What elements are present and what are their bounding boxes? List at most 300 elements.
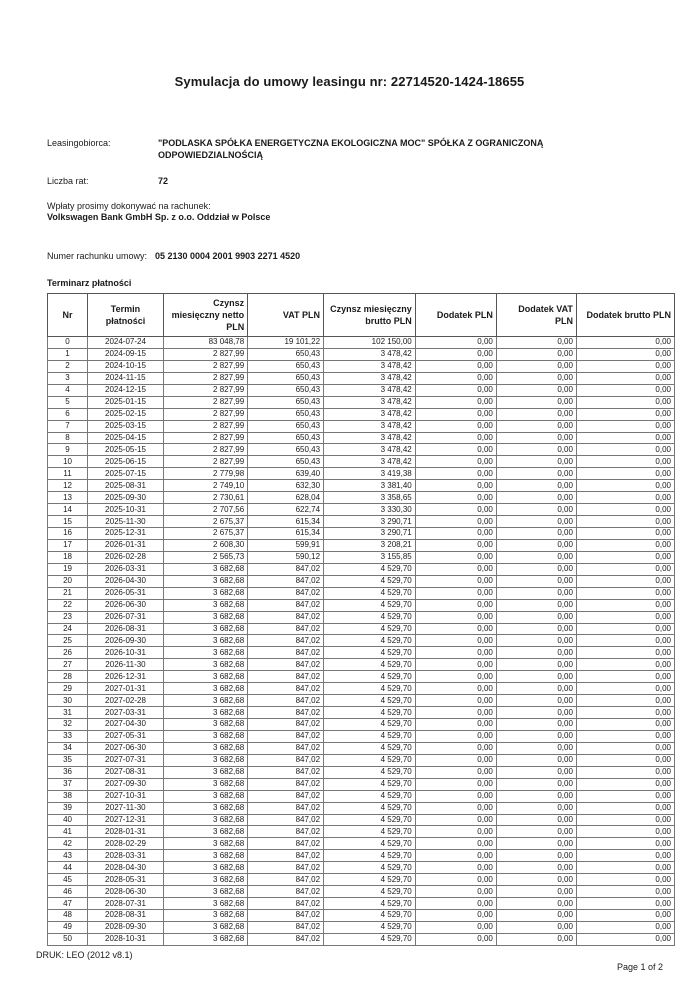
row-vat-cell: 615,34 [248, 516, 324, 528]
row-nr-cell: 34 [48, 742, 88, 754]
row-extra-gross-cell: 0,00 [576, 468, 674, 480]
row-due-date-cell: 2027-02-28 [88, 695, 164, 707]
row-extra-vat-cell: 0,00 [496, 850, 576, 862]
row-gross-rent-cell: 3 478,42 [324, 432, 416, 444]
row-extra-cell: 0,00 [415, 874, 496, 886]
row-nr-cell: 14 [48, 504, 88, 516]
row-due-date-cell: 2026-12-31 [88, 671, 164, 683]
row-extra-cell: 0,00 [415, 635, 496, 647]
row-vat-cell: 847,02 [248, 766, 324, 778]
header-extra-vat: Dodatek VAT PLN [496, 294, 576, 337]
row-gross-rent-cell: 3 330,30 [324, 504, 416, 516]
row-due-date-cell: 2028-02-29 [88, 838, 164, 850]
row-vat-cell: 590,12 [248, 551, 324, 563]
row-due-date-cell: 2027-09-30 [88, 778, 164, 790]
row-due-date-cell: 2027-01-31 [88, 683, 164, 695]
header-due-date: Termin płatności [88, 294, 164, 337]
row-vat-cell: 650,43 [248, 348, 324, 360]
row-due-date-cell: 2028-05-31 [88, 874, 164, 886]
row-extra-gross-cell: 0,00 [576, 528, 674, 540]
row-gross-rent-cell: 4 529,70 [324, 862, 416, 874]
row-vat-cell: 650,43 [248, 444, 324, 456]
table-row [48, 707, 675, 719]
row-due-date-cell: 2026-08-31 [88, 623, 164, 635]
row-nr-cell: 5 [48, 396, 88, 408]
row-net-rent-cell: 3 682,68 [163, 587, 247, 599]
row-due-date-cell: 2028-03-31 [88, 850, 164, 862]
row-extra-gross-cell: 0,00 [576, 921, 674, 933]
row-extra-gross-cell: 0,00 [576, 826, 674, 838]
row-vat-cell: 650,43 [248, 420, 324, 432]
row-extra-gross-cell: 0,00 [576, 337, 674, 349]
row-nr-cell: 31 [48, 707, 88, 719]
row-extra-cell: 0,00 [415, 432, 496, 444]
row-extra-vat-cell: 0,00 [496, 348, 576, 360]
row-nr-cell: 33 [48, 730, 88, 742]
table-row [48, 456, 675, 468]
lessee-name-line1: "PODLASKA SPÓŁKA ENERGETYCZNA EKOLOGICZNA MOC" SPÓŁKA Z OGRANICZONĄ [158, 138, 544, 148]
row-extra-cell: 0,00 [415, 898, 496, 910]
row-vat-cell: 847,02 [248, 850, 324, 862]
table-row [48, 754, 675, 766]
row-nr-cell: 29 [48, 683, 88, 695]
installments-value: 72 [158, 176, 169, 186]
row-nr-cell: 46 [48, 886, 88, 898]
row-due-date-cell: 2026-05-31 [88, 587, 164, 599]
row-extra-vat-cell: 0,00 [496, 921, 576, 933]
row-extra-gross-cell: 0,00 [576, 348, 674, 360]
row-net-rent-cell: 3 682,68 [163, 671, 247, 683]
row-vat-cell: 847,02 [248, 826, 324, 838]
row-nr-cell: 12 [48, 480, 88, 492]
row-net-rent-cell: 2 827,99 [163, 348, 247, 360]
row-vat-cell: 847,02 [248, 933, 324, 945]
table-row [48, 611, 675, 623]
row-vat-cell: 847,02 [248, 910, 324, 922]
lessee-name-line2: ODPOWIEDZIALNOŚCIĄ [158, 150, 263, 160]
row-extra-cell: 0,00 [415, 730, 496, 742]
row-extra-gross-cell: 0,00 [576, 456, 674, 468]
row-due-date-cell: 2028-08-31 [88, 910, 164, 922]
row-due-date-cell: 2025-10-31 [88, 504, 164, 516]
row-net-rent-cell: 3 682,68 [163, 707, 247, 719]
table-row [48, 659, 675, 671]
row-net-rent-cell: 3 682,68 [163, 814, 247, 826]
row-extra-vat-cell: 0,00 [496, 611, 576, 623]
row-nr-cell: 18 [48, 551, 88, 563]
row-extra-cell: 0,00 [415, 695, 496, 707]
row-vat-cell: 847,02 [248, 802, 324, 814]
row-gross-rent-cell: 3 478,42 [324, 348, 416, 360]
row-due-date-cell: 2027-03-31 [88, 707, 164, 719]
row-extra-vat-cell: 0,00 [496, 874, 576, 886]
row-net-rent-cell: 3 682,68 [163, 754, 247, 766]
row-gross-rent-cell: 4 529,70 [324, 599, 416, 611]
table-row [48, 396, 675, 408]
row-net-rent-cell: 2 707,56 [163, 504, 247, 516]
row-due-date-cell: 2028-10-31 [88, 933, 164, 945]
row-gross-rent-cell: 4 529,70 [324, 838, 416, 850]
header-vat: VAT PLN [248, 294, 324, 337]
row-net-rent-cell: 3 682,68 [163, 647, 247, 659]
row-due-date-cell: 2025-07-15 [88, 468, 164, 480]
row-nr-cell: 26 [48, 647, 88, 659]
row-nr-cell: 6 [48, 408, 88, 420]
row-extra-cell: 0,00 [415, 647, 496, 659]
table-row [48, 862, 675, 874]
row-net-rent-cell: 2 827,99 [163, 360, 247, 372]
row-vat-cell: 847,02 [248, 671, 324, 683]
table-row [48, 468, 675, 480]
row-extra-vat-cell: 0,00 [496, 516, 576, 528]
row-net-rent-cell: 3 682,68 [163, 635, 247, 647]
row-extra-vat-cell: 0,00 [496, 384, 576, 396]
row-net-rent-cell: 2 827,99 [163, 372, 247, 384]
row-extra-gross-cell: 0,00 [576, 886, 674, 898]
row-extra-cell: 0,00 [415, 659, 496, 671]
table-row [48, 671, 675, 683]
row-gross-rent-cell: 4 529,70 [324, 886, 416, 898]
row-extra-cell: 0,00 [415, 384, 496, 396]
row-net-rent-cell: 2 827,99 [163, 396, 247, 408]
row-gross-rent-cell: 3 478,42 [324, 456, 416, 468]
row-due-date-cell: 2026-01-31 [88, 539, 164, 551]
row-extra-vat-cell: 0,00 [496, 456, 576, 468]
row-extra-cell: 0,00 [415, 587, 496, 599]
row-gross-rent-cell: 4 529,70 [324, 575, 416, 587]
row-extra-cell: 0,00 [415, 563, 496, 575]
row-extra-vat-cell: 0,00 [496, 599, 576, 611]
row-extra-gross-cell: 0,00 [576, 516, 674, 528]
row-extra-gross-cell: 0,00 [576, 444, 674, 456]
row-gross-rent-cell: 4 529,70 [324, 563, 416, 575]
row-extra-vat-cell: 0,00 [496, 862, 576, 874]
row-extra-vat-cell: 0,00 [496, 504, 576, 516]
row-extra-vat-cell: 0,00 [496, 754, 576, 766]
row-vat-cell: 847,02 [248, 683, 324, 695]
row-gross-rent-cell: 4 529,70 [324, 683, 416, 695]
row-gross-rent-cell: 4 529,70 [324, 754, 416, 766]
row-due-date-cell: 2025-01-15 [88, 396, 164, 408]
table-row [48, 599, 675, 611]
row-extra-cell: 0,00 [415, 468, 496, 480]
row-due-date-cell: 2024-09-15 [88, 348, 164, 360]
row-gross-rent-cell: 3 478,42 [324, 408, 416, 420]
row-due-date-cell: 2025-12-31 [88, 528, 164, 540]
row-vat-cell: 622,74 [248, 504, 324, 516]
header-gross-rent: Czynsz miesięczny brutto PLN [324, 294, 416, 337]
row-nr-cell: 3 [48, 372, 88, 384]
row-extra-cell: 0,00 [415, 504, 496, 516]
table-row [48, 933, 675, 945]
row-gross-rent-cell: 4 529,70 [324, 766, 416, 778]
row-extra-gross-cell: 0,00 [576, 659, 674, 671]
row-due-date-cell: 2026-02-28 [88, 551, 164, 563]
row-due-date-cell: 2027-05-31 [88, 730, 164, 742]
row-nr-cell: 39 [48, 802, 88, 814]
row-net-rent-cell: 3 682,68 [163, 874, 247, 886]
row-due-date-cell: 2026-09-30 [88, 635, 164, 647]
row-gross-rent-cell: 4 529,70 [324, 659, 416, 671]
row-gross-rent-cell: 4 529,70 [324, 850, 416, 862]
row-extra-gross-cell: 0,00 [576, 587, 674, 599]
row-nr-cell: 7 [48, 420, 88, 432]
row-extra-vat-cell: 0,00 [496, 396, 576, 408]
row-vat-cell: 847,02 [248, 742, 324, 754]
row-extra-gross-cell: 0,00 [576, 372, 674, 384]
row-net-rent-cell: 2 608,30 [163, 539, 247, 551]
row-vat-cell: 847,02 [248, 623, 324, 635]
row-extra-vat-cell: 0,00 [496, 444, 576, 456]
row-gross-rent-cell: 3 208,21 [324, 539, 416, 551]
row-extra-vat-cell: 0,00 [496, 528, 576, 540]
table-row [48, 790, 675, 802]
row-extra-gross-cell: 0,00 [576, 933, 674, 945]
row-nr-cell: 1 [48, 348, 88, 360]
row-extra-gross-cell: 0,00 [576, 384, 674, 396]
row-extra-cell: 0,00 [415, 707, 496, 719]
row-net-rent-cell: 3 682,68 [163, 778, 247, 790]
row-extra-cell: 0,00 [415, 886, 496, 898]
row-net-rent-cell: 2 730,61 [163, 492, 247, 504]
row-gross-rent-cell: 4 529,70 [324, 826, 416, 838]
row-net-rent-cell: 3 682,68 [163, 790, 247, 802]
row-gross-rent-cell: 3 381,40 [324, 480, 416, 492]
row-vat-cell: 847,02 [248, 898, 324, 910]
row-gross-rent-cell: 4 529,70 [324, 910, 416, 922]
row-extra-gross-cell: 0,00 [576, 707, 674, 719]
row-vat-cell: 650,43 [248, 360, 324, 372]
table-row [48, 921, 675, 933]
row-extra-vat-cell: 0,00 [496, 587, 576, 599]
row-net-rent-cell: 3 682,68 [163, 742, 247, 754]
row-gross-rent-cell: 3 155,85 [324, 551, 416, 563]
row-extra-cell: 0,00 [415, 611, 496, 623]
row-due-date-cell: 2027-04-30 [88, 719, 164, 731]
row-net-rent-cell: 2 827,99 [163, 408, 247, 420]
row-net-rent-cell: 3 682,68 [163, 826, 247, 838]
row-due-date-cell: 2027-11-30 [88, 802, 164, 814]
header-nr: Nr [48, 294, 88, 337]
row-extra-cell: 0,00 [415, 910, 496, 922]
row-extra-gross-cell: 0,00 [576, 360, 674, 372]
row-gross-rent-cell: 4 529,70 [324, 707, 416, 719]
row-extra-vat-cell: 0,00 [496, 659, 576, 671]
row-extra-cell: 0,00 [415, 766, 496, 778]
row-extra-gross-cell: 0,00 [576, 754, 674, 766]
row-nr-cell: 21 [48, 587, 88, 599]
row-net-rent-cell: 3 682,68 [163, 659, 247, 671]
row-extra-vat-cell: 0,00 [496, 826, 576, 838]
row-nr-cell: 50 [48, 933, 88, 945]
row-nr-cell: 20 [48, 575, 88, 587]
table-row [48, 360, 675, 372]
table-row [48, 838, 675, 850]
row-gross-rent-cell: 3 290,71 [324, 528, 416, 540]
row-extra-vat-cell: 0,00 [496, 635, 576, 647]
row-due-date-cell: 2025-02-15 [88, 408, 164, 420]
row-extra-vat-cell: 0,00 [496, 790, 576, 802]
row-extra-gross-cell: 0,00 [576, 814, 674, 826]
row-extra-gross-cell: 0,00 [576, 551, 674, 563]
row-vat-cell: 599,91 [248, 539, 324, 551]
row-extra-cell: 0,00 [415, 719, 496, 731]
row-due-date-cell: 2024-10-15 [88, 360, 164, 372]
row-gross-rent-cell: 4 529,70 [324, 742, 416, 754]
row-extra-cell: 0,00 [415, 456, 496, 468]
row-extra-gross-cell: 0,00 [576, 778, 674, 790]
row-extra-cell: 0,00 [415, 408, 496, 420]
row-nr-cell: 43 [48, 850, 88, 862]
row-due-date-cell: 2026-06-30 [88, 599, 164, 611]
row-extra-cell: 0,00 [415, 850, 496, 862]
table-row [48, 480, 675, 492]
table-row [48, 742, 675, 754]
table-row [48, 826, 675, 838]
row-due-date-cell: 2027-12-31 [88, 814, 164, 826]
row-gross-rent-cell: 4 529,70 [324, 671, 416, 683]
row-extra-vat-cell: 0,00 [496, 886, 576, 898]
row-nr-cell: 32 [48, 719, 88, 731]
table-row [48, 623, 675, 635]
table-row [48, 372, 675, 384]
row-extra-gross-cell: 0,00 [576, 802, 674, 814]
table-row [48, 910, 675, 922]
row-gross-rent-cell: 4 529,70 [324, 647, 416, 659]
table-row [48, 850, 675, 862]
row-net-rent-cell: 3 682,68 [163, 623, 247, 635]
row-gross-rent-cell: 3 419,38 [324, 468, 416, 480]
payment-schedule-table [47, 293, 675, 946]
table-row [48, 432, 675, 444]
row-nr-cell: 28 [48, 671, 88, 683]
row-vat-cell: 847,02 [248, 659, 324, 671]
row-nr-cell: 0 [48, 337, 88, 349]
row-net-rent-cell: 3 682,68 [163, 563, 247, 575]
row-gross-rent-cell: 4 529,70 [324, 635, 416, 647]
row-due-date-cell: 2025-05-15 [88, 444, 164, 456]
row-net-rent-cell: 3 682,68 [163, 933, 247, 945]
bank-name: Volkswagen Bank GmbH Sp. z o.o. Oddział w Polsce [47, 212, 271, 222]
row-nr-cell: 2 [48, 360, 88, 372]
row-vat-cell: 847,02 [248, 814, 324, 826]
row-extra-gross-cell: 0,00 [576, 563, 674, 575]
table-row [48, 551, 675, 563]
row-extra-gross-cell: 0,00 [576, 635, 674, 647]
row-nr-cell: 47 [48, 898, 88, 910]
row-net-rent-cell: 3 682,68 [163, 766, 247, 778]
row-net-rent-cell: 83 048,78 [163, 337, 247, 349]
row-gross-rent-cell: 4 529,70 [324, 874, 416, 886]
row-nr-cell: 35 [48, 754, 88, 766]
table-row [48, 886, 675, 898]
row-net-rent-cell: 3 682,68 [163, 838, 247, 850]
header-extra-gross: Dodatek brutto PLN [576, 294, 674, 337]
row-extra-vat-cell: 0,00 [496, 778, 576, 790]
row-gross-rent-cell: 3 478,42 [324, 384, 416, 396]
row-extra-cell: 0,00 [415, 933, 496, 945]
row-extra-vat-cell: 0,00 [496, 766, 576, 778]
row-vat-cell: 847,02 [248, 707, 324, 719]
table-row [48, 587, 675, 599]
row-vat-cell: 650,43 [248, 396, 324, 408]
row-vat-cell: 847,02 [248, 587, 324, 599]
row-extra-gross-cell: 0,00 [576, 898, 674, 910]
row-gross-rent-cell: 4 529,70 [324, 587, 416, 599]
row-extra-cell: 0,00 [415, 802, 496, 814]
row-vat-cell: 847,02 [248, 575, 324, 587]
row-extra-cell: 0,00 [415, 599, 496, 611]
header-net-rent: Czynsz miesięczny netto PLN [163, 294, 247, 337]
row-vat-cell: 847,02 [248, 730, 324, 742]
row-nr-cell: 23 [48, 611, 88, 623]
document-title: Symulacja do umowy leasingu nr: 22714520-1424-18655 [174, 74, 525, 89]
row-net-rent-cell: 2 779,98 [163, 468, 247, 480]
row-extra-gross-cell: 0,00 [576, 504, 674, 516]
row-net-rent-cell: 3 682,68 [163, 599, 247, 611]
row-extra-vat-cell: 0,00 [496, 563, 576, 575]
row-extra-cell: 0,00 [415, 790, 496, 802]
row-vat-cell: 632,30 [248, 480, 324, 492]
row-extra-cell: 0,00 [415, 516, 496, 528]
row-due-date-cell: 2028-04-30 [88, 862, 164, 874]
row-extra-cell: 0,00 [415, 754, 496, 766]
row-due-date-cell: 2027-08-31 [88, 766, 164, 778]
row-net-rent-cell: 2 675,37 [163, 516, 247, 528]
row-extra-vat-cell: 0,00 [496, 372, 576, 384]
row-extra-gross-cell: 0,00 [576, 420, 674, 432]
row-nr-cell: 41 [48, 826, 88, 838]
row-extra-cell: 0,00 [415, 921, 496, 933]
row-extra-gross-cell: 0,00 [576, 719, 674, 731]
table-row [48, 874, 675, 886]
row-gross-rent-cell: 4 529,70 [324, 814, 416, 826]
row-nr-cell: 36 [48, 766, 88, 778]
row-nr-cell: 48 [48, 910, 88, 922]
row-extra-gross-cell: 0,00 [576, 742, 674, 754]
row-due-date-cell: 2026-04-30 [88, 575, 164, 587]
row-vat-cell: 650,43 [248, 372, 324, 384]
row-vat-cell: 847,02 [248, 563, 324, 575]
payment-instruction: Wpłaty prosimy dokonywać na rachunek: [47, 201, 211, 211]
row-net-rent-cell: 3 682,68 [163, 898, 247, 910]
row-extra-cell: 0,00 [415, 862, 496, 874]
row-due-date-cell: 2024-12-15 [88, 384, 164, 396]
row-net-rent-cell: 3 682,68 [163, 719, 247, 731]
row-nr-cell: 38 [48, 790, 88, 802]
row-due-date-cell: 2026-11-30 [88, 659, 164, 671]
row-extra-cell: 0,00 [415, 360, 496, 372]
row-extra-vat-cell: 0,00 [496, 575, 576, 587]
table-row [48, 348, 675, 360]
row-extra-gross-cell: 0,00 [576, 492, 674, 504]
row-extra-gross-cell: 0,00 [576, 432, 674, 444]
table-row [48, 563, 675, 575]
row-gross-rent-cell: 3 478,42 [324, 444, 416, 456]
row-net-rent-cell: 3 682,68 [163, 921, 247, 933]
row-nr-cell: 4 [48, 384, 88, 396]
row-vat-cell: 847,02 [248, 599, 324, 611]
row-extra-gross-cell: 0,00 [576, 408, 674, 420]
row-extra-cell: 0,00 [415, 539, 496, 551]
row-extra-gross-cell: 0,00 [576, 790, 674, 802]
row-extra-vat-cell: 0,00 [496, 730, 576, 742]
row-due-date-cell: 2024-07-24 [88, 337, 164, 349]
row-extra-vat-cell: 0,00 [496, 539, 576, 551]
row-extra-vat-cell: 0,00 [496, 838, 576, 850]
row-extra-gross-cell: 0,00 [576, 850, 674, 862]
row-gross-rent-cell: 4 529,70 [324, 933, 416, 945]
